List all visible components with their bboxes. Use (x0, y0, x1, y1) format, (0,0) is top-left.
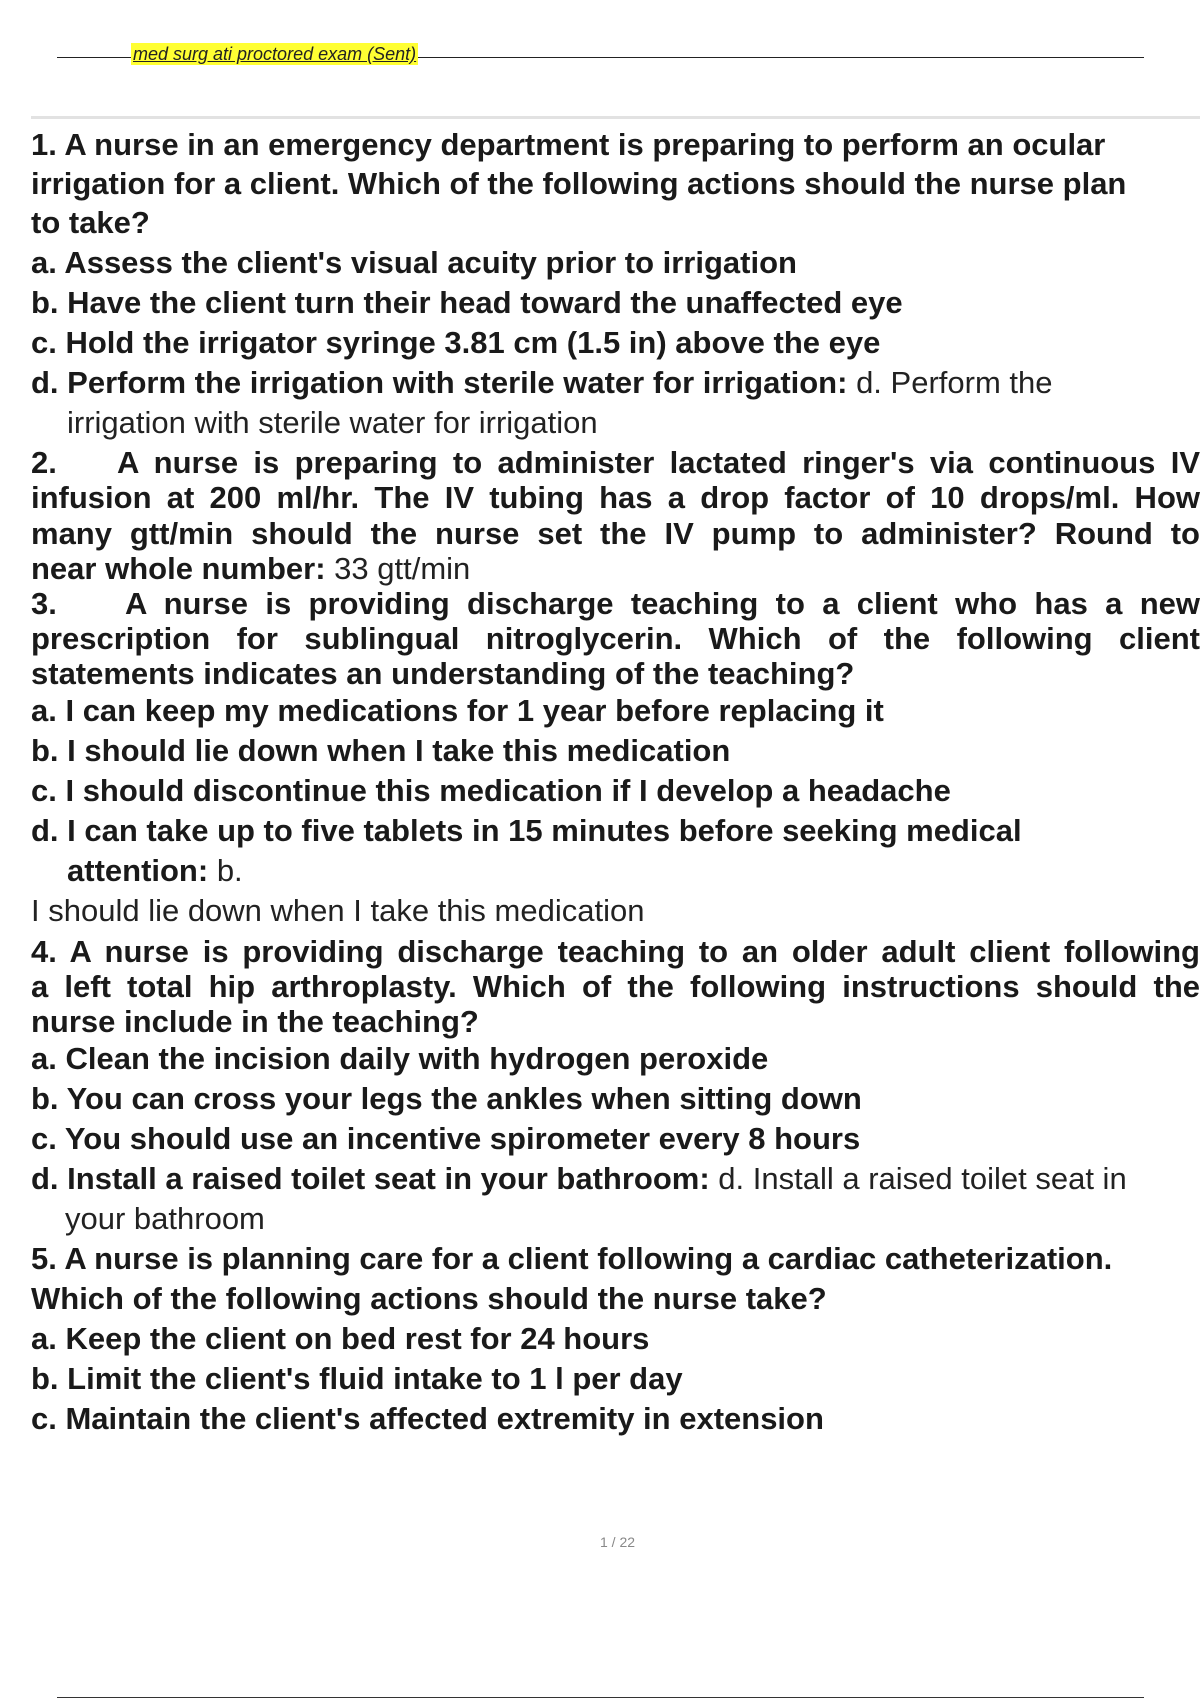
q1-stem-line-1: 1. A nurse in an emergency department is preparing to perform an ocular (31, 127, 1106, 162)
page-number: 1 / 22 (599, 1534, 636, 1550)
q1-stem-line-3: to take? (31, 205, 150, 240)
separator-rule (31, 116, 1200, 119)
q2-answer: 33 gtt/min (325, 551, 471, 586)
q1-answer-continued: irrigation with sterile water for irrigation (67, 405, 598, 440)
footer-rule (57, 1697, 1144, 1698)
q4-stem-line-1: 4. A nurse is providing discharge teaching to an older adult client following (31, 934, 1200, 969)
q3-option-c: c. I should discontinue this medication if I develop a headache (31, 773, 951, 808)
q1-option-d (31, 364, 1052, 402)
q3-option-d: d. I can take up to five tablets in 15 minutes before seeking medical (31, 813, 1022, 848)
q4-option-b: b. You can cross your legs the ankles when sitting down (31, 1081, 862, 1116)
q5-stem-line-1: 5. A nurse is planning care for a client following a cardiac catheterization. (31, 1241, 1113, 1276)
q5-option-b: b. Limit the client's fluid intake to 1 l per day (31, 1361, 683, 1396)
q1-answer: d. Perform the (847, 365, 1053, 400)
q2-stem-text: near whole number: (31, 551, 326, 586)
q2-stem-line-1: 2. A nurse is preparing to administer lactated ringer's via continuous IV (31, 445, 1200, 480)
q2-stem-line-3: many gtt/min should the nurse set the IV pump to administer? Round to (31, 516, 1200, 551)
q5-option-c: c. Maintain the client's affected extremity in extension (31, 1401, 824, 1436)
q3-option-a: a. I can keep my medications for 1 year before replacing it (31, 693, 884, 728)
q4-answer: d. Install a raised toilet seat in (709, 1161, 1127, 1196)
q4-answer-continued: your bathroom (65, 1201, 265, 1236)
q3-stem-line-2: prescription for sublingual nitroglycerin. Which of the following client (31, 621, 1200, 656)
q5-option-a: a. Keep the client on bed rest for 24 hours (31, 1321, 650, 1356)
q1-stem-line-2: irrigation for a client. Which of the following actions should the nurse plan (31, 166, 1127, 201)
q4-stem-line-3: nurse include in the teaching? (31, 1004, 479, 1039)
q3-stem-line-1: 3. A nurse is providing discharge teaching to a client who has a new (31, 586, 1200, 621)
q3-answer-continued: I should lie down when I take this medication (31, 893, 645, 928)
q4-stem-line-2: a left total hip arthroplasty. Which of the following instructions should the (31, 969, 1200, 1004)
q2-stem-line-4 (31, 550, 470, 588)
q1-option-b: b. Have the client turn their head toward the unaffected eye (31, 285, 903, 320)
q1-option-c: c. Hold the irrigator syringe 3.81 cm (1.5 in) above the eye (31, 325, 881, 360)
q3-option-b: b. I should lie down when I take this medication (31, 733, 731, 768)
q4-option-d-text: d. Install a raised toilet seat in your bathroom: (31, 1161, 710, 1196)
q3-answer: b. (208, 853, 243, 888)
q4-option-d (31, 1160, 1127, 1198)
q4-option-c: c. You should use an incentive spirometer every 8 hours (31, 1121, 861, 1156)
document-body (31, 124, 1200, 1464)
q3-option-d-end: attention: (67, 853, 209, 888)
q1-option-a: a. Assess the client's visual acuity prior to irrigation (31, 245, 797, 280)
q5-stem-line-2: Which of the following actions should the nurse take? (31, 1281, 827, 1316)
q4-option-a: a. Clean the incision daily with hydrogen peroxide (31, 1041, 769, 1076)
header-title: med surg ati proctored exam (Sent) (133, 44, 417, 64)
q2-stem-line-2: infusion at 200 ml/hr. The IV tubing has a drop factor of 10 drops/ml. How (31, 480, 1200, 515)
q3-stem-line-3: statements indicates an understanding of the teaching? (31, 656, 855, 691)
q3-option-d-continued (67, 852, 243, 890)
q1-option-d-text: d. Perform the irrigation with sterile water for irrigation: (31, 365, 848, 400)
